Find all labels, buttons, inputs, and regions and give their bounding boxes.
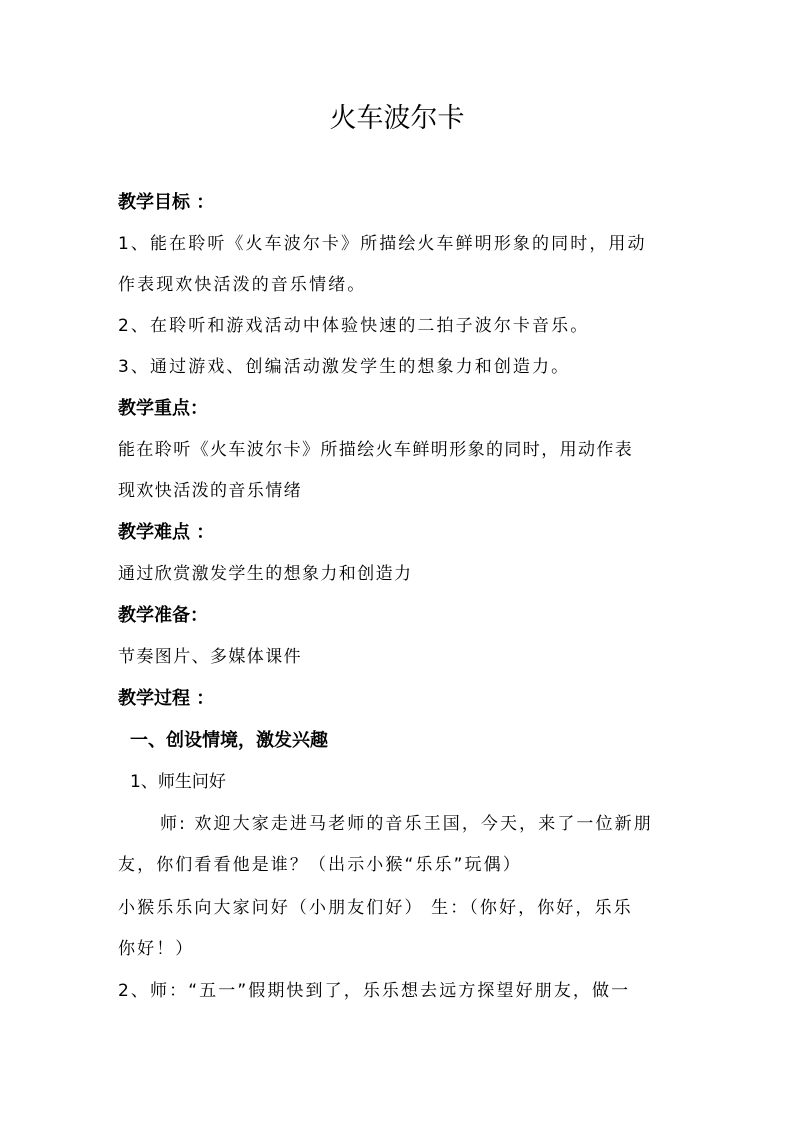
preparation-heading: 教学准备： <box>118 605 208 626</box>
paragraph-1-line-2: 友，你们看看他是谁？（出示小猴“乐乐”玩偶） <box>118 855 522 875</box>
difficulties-heading: 教学难点 ： <box>118 522 215 543</box>
document-title: 火车波尔卡 <box>329 103 465 134</box>
step-2-line-1: 2、师：“五一”假期快到了，乐乐想去远方探望好朋友，做一 <box>118 981 631 1001</box>
key-points-heading: 教学重点： <box>118 398 208 419</box>
section-1-heading: 一、创设情境，激发兴趣 <box>130 730 328 751</box>
key-points-line-1: 能在聆听《火车波尔卡》所描绘火车鲜明形象的同时，用动作表 <box>118 440 634 460</box>
paragraph-2-line-2: 你好！） <box>118 939 195 959</box>
objective-2: 2、在聆听和游戏活动中体验快速的二拍子波尔卡音乐。 <box>118 316 590 336</box>
paragraph-1-line-1: 师: 欢迎大家走进马老师的音乐王国，今天，来了一位新朋 <box>160 814 653 834</box>
step-1: 1、师生问好 <box>130 772 226 792</box>
difficulties-text: 通过欣赏激发学生的想象力和创造力 <box>118 564 413 584</box>
objective-1-line-2: 作表现欢快活泼的音乐情绪。 <box>118 275 367 295</box>
objective-1-line-1: 1、能在聆听《火车波尔卡》所描绘火车鲜明形象的同时，用动 <box>118 234 647 254</box>
preparation-text: 节奏图片、多媒体课件 <box>118 647 302 667</box>
objectives-heading: 教学目标 ： <box>118 192 215 213</box>
objective-3: 3、通过游戏、创编活动激发学生的想象力和创造力。 <box>118 357 571 377</box>
paragraph-2-line-1: 小猴乐乐向大家问好（小朋友们好） 生：（你好，你好，乐乐 <box>118 898 633 918</box>
key-points-line-2: 现欢快活泼的音乐情绪 <box>118 481 302 501</box>
process-heading: 教学过程 ： <box>118 688 215 709</box>
